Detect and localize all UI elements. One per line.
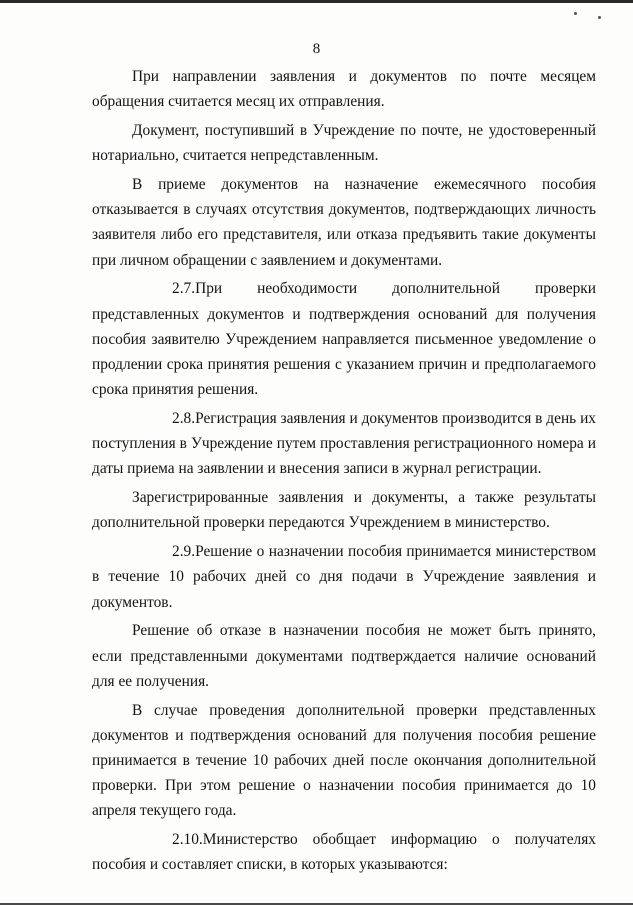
paragraph xyxy=(92,698,596,824)
paragraph-text: В приеме документов на назначение ежемесячного пособия отказывается в случаях отсутствия документов, подтверждающих личность заявителя либо его представителя, или отказа предъявить такие документы при личном обращении с заявлением и документами. xyxy=(92,176,596,269)
paragraph xyxy=(92,485,596,535)
page-number: 8 xyxy=(312,41,321,57)
paragraph xyxy=(92,64,596,114)
paragraph-text: Документ, поступивший в Учреждение по почте, не удостоверенный нотариально, считается непредставленным. xyxy=(92,122,596,165)
paragraph-text: Регистрация заявления и документов производится в день их поступления в Учреждение путем проставления регистрационного номера и даты приема на заявлении и внесения записи в журнал регистрации. xyxy=(92,410,596,478)
clause-number: 2.8. xyxy=(172,410,196,428)
paragraph-text: В случае проведения дополнительной проверки представленных документов и подтверждения оснований для получения пособия решение принимается в течение 10 рабочих дней после окончания дополнительной проверки. При этом решение о назначении пособия принимается до 10 апреля текущего года. xyxy=(92,701,596,820)
paragraph xyxy=(92,118,596,168)
paragraph-text: При направлении заявления и документов по почте месяцем обращения считается месяц их отправления. xyxy=(92,68,596,111)
clause-number: 2.7. xyxy=(172,280,196,298)
scan-speck xyxy=(598,16,601,19)
paragraph-text: Решение о назначении пособия принимается министерством в течение 10 рабочих дней со дня подачи в Учреждение заявления и документов. xyxy=(92,543,596,611)
clause-number: 2.10. xyxy=(172,831,203,849)
paragraph xyxy=(92,406,596,482)
scan-speck xyxy=(574,12,577,15)
paragraph xyxy=(92,276,596,402)
paragraph-text: Министерство обобщает информацию о получателях пособия и составляет списки, в которых указываются: xyxy=(92,831,596,874)
paragraph-text: Зарегистрированные заявления и документы, а также результаты дополнительной проверки передаются Учреждением в министерство. xyxy=(92,489,596,532)
clause-number: 2.9. xyxy=(172,543,196,561)
document-body xyxy=(92,64,596,881)
paragraph xyxy=(92,827,596,877)
paragraph xyxy=(92,539,596,615)
paragraph xyxy=(92,172,596,273)
paragraph-text: Решение об отказе в назначении пособия не может быть принято, если представленными документами подтверждается наличие оснований для ее получения. xyxy=(92,622,596,690)
paragraph xyxy=(92,618,596,694)
scan-top-edge xyxy=(0,0,633,3)
paragraph-text: При необходимости дополнительной проверки представленных документов и подтверждения оснований для получения пособия заявителю Учреждением направляется письменное уведомление о продлении срока принятия решения с указанием причин и предполагаемого срока принятия решения. xyxy=(92,280,596,399)
